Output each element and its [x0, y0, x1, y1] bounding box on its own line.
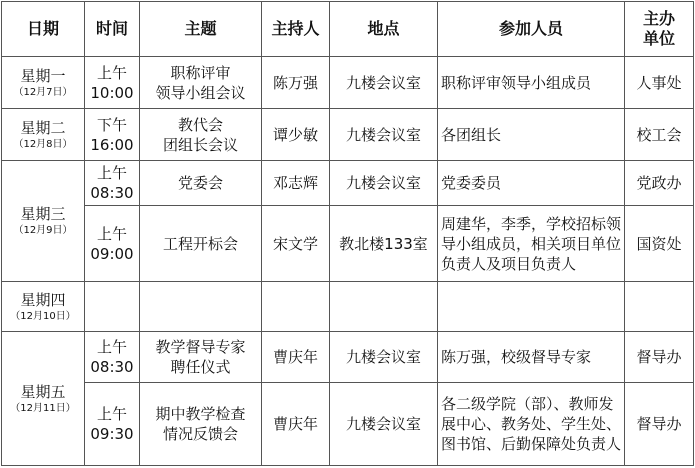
day-date: （12月10日） [10, 310, 76, 322]
time-period: 上午 [96, 404, 127, 423]
header-host: 主持人 [262, 2, 330, 57]
topic-line1: 期中教学检查 [155, 404, 246, 423]
organizer-cell: 国资处 [625, 206, 694, 281]
topic-cell [140, 331, 262, 382]
day-cell [2, 161, 85, 281]
location-cell: 九楼会议室 [330, 161, 438, 206]
header-location: 地点 [330, 2, 438, 57]
attendees-cell: 各二级学院（部）、教师发展中心、教务处、学生处、图书馆、后勤保障处负责人 [438, 382, 625, 465]
topic-line1: 教学督导专家 [155, 337, 246, 356]
topic-line2: 聘任仪式 [170, 357, 231, 376]
time-cell [85, 382, 140, 465]
organizer-cell [625, 281, 694, 331]
topic-cell: 工程开标会 [140, 206, 262, 281]
table-row [2, 331, 694, 382]
time-cell [85, 161, 140, 206]
organizer-cell: 督导办 [625, 331, 694, 382]
time-period: 下午 [96, 115, 127, 134]
table-row [2, 206, 694, 281]
header-organizer-line2: 单位 [642, 29, 675, 49]
day-date: （12月7日） [13, 87, 73, 99]
location-cell [330, 281, 438, 331]
time-cell [85, 331, 140, 382]
location-cell: 九楼会议室 [330, 382, 438, 465]
time-cell [85, 206, 140, 281]
host-cell [262, 281, 330, 331]
location-cell: 九楼会议室 [330, 331, 438, 382]
header-topic: 主题 [140, 2, 262, 57]
attendees-cell: 各团组长 [438, 109, 625, 161]
attendees-cell: 陈万强，校级督导专家 [438, 331, 625, 382]
header-time: 时间 [85, 2, 140, 57]
topic-line2: 团组长会议 [162, 135, 238, 154]
topic-cell [140, 57, 262, 109]
day-cell [2, 109, 85, 161]
day-date: （12月9日） [13, 225, 73, 237]
location-cell: 教北楼133室 [330, 206, 438, 281]
time-clock: 16:00 [90, 135, 134, 154]
day-cell [2, 331, 85, 465]
host-cell: 邓志辉 [262, 161, 330, 206]
time-period: 上午 [96, 337, 127, 356]
header-organizer-line1: 主办 [642, 9, 675, 29]
table-row [2, 281, 694, 331]
day-cell [2, 281, 85, 331]
day-name: 星期二 [20, 119, 66, 138]
topic-cell [140, 382, 262, 465]
time-clock: 09:30 [90, 424, 134, 443]
host-cell: 宋文学 [262, 206, 330, 281]
header-row [2, 2, 694, 57]
time-clock: 09:00 [90, 244, 134, 263]
topic-cell [140, 109, 262, 161]
location-cell: 九楼会议室 [330, 57, 438, 109]
time-cell [85, 281, 140, 331]
topic-cell: 党委会 [140, 161, 262, 206]
time-period: 上午 [96, 224, 127, 243]
attendees-cell: 党委委员 [438, 161, 625, 206]
time-period: 上午 [96, 63, 127, 82]
day-date: （12月11日） [10, 402, 76, 414]
organizer-cell: 人事处 [625, 57, 694, 109]
topic-line2: 领导小组会议 [155, 83, 246, 102]
time-cell [85, 57, 140, 109]
table-row [2, 109, 694, 161]
header-organizer [625, 2, 694, 57]
table-row [2, 382, 694, 465]
topic-line2: 情况反馈会 [162, 424, 238, 443]
day-date: （12月8日） [13, 139, 73, 151]
table-row [2, 161, 694, 206]
table-row [2, 57, 694, 109]
host-cell: 陈万强 [262, 57, 330, 109]
header-date: 日期 [2, 2, 85, 57]
day-name: 星期四 [20, 290, 66, 309]
host-cell: 谭少敏 [262, 109, 330, 161]
time-cell [85, 109, 140, 161]
attendees-cell [438, 281, 625, 331]
attendees-cell: 职称评审领导小组成员 [438, 57, 625, 109]
time-clock: 10:00 [90, 83, 134, 102]
topic-line1: 教代会 [177, 115, 223, 134]
host-cell: 曹庆年 [262, 331, 330, 382]
day-name: 星期一 [20, 67, 66, 86]
time-period: 上午 [96, 164, 127, 183]
time-clock: 08:30 [90, 357, 134, 376]
organizer-cell: 党政办 [625, 161, 694, 206]
day-name: 星期三 [20, 205, 66, 224]
attendees-cell: 周建华，李季，学校招标领导小组成员，相关项目单位负责人及项目负责人 [438, 206, 625, 281]
location-cell: 九楼会议室 [330, 109, 438, 161]
organizer-cell: 校工会 [625, 109, 694, 161]
organizer-cell: 督导办 [625, 382, 694, 465]
host-cell: 曹庆年 [262, 382, 330, 465]
time-clock: 08:30 [90, 184, 134, 203]
topic-line1: 职称评审 [170, 63, 231, 82]
day-name: 星期五 [20, 382, 66, 401]
day-cell [2, 57, 85, 109]
topic-cell [140, 281, 262, 331]
header-attendees: 参加人员 [438, 2, 625, 57]
meeting-schedule-table [1, 1, 694, 466]
